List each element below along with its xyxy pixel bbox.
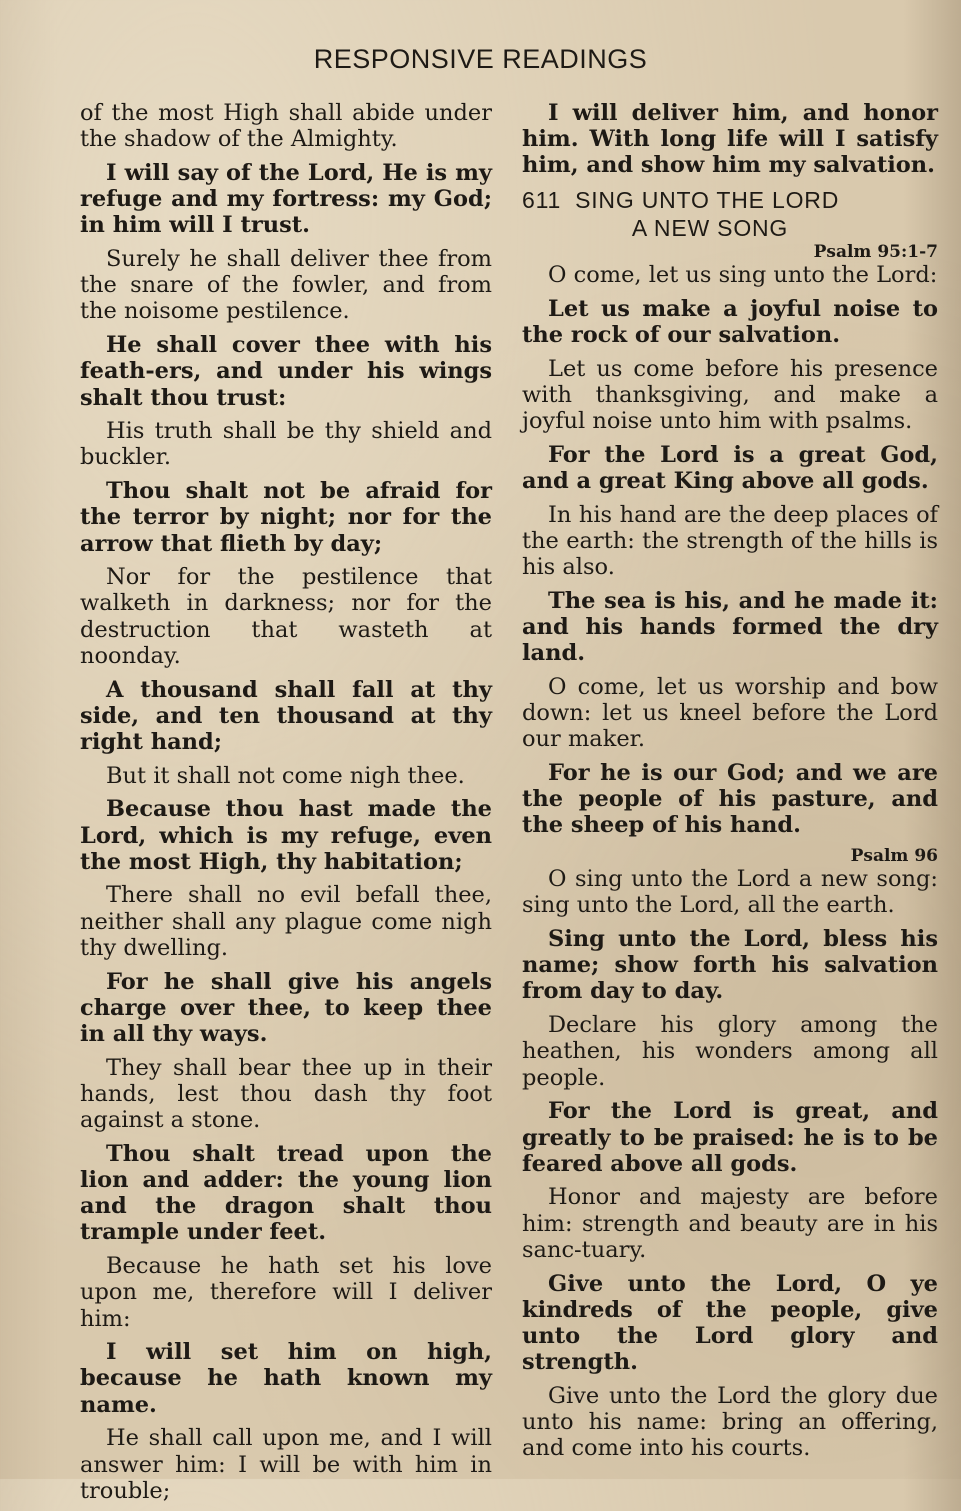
verse-paragraph: Give unto the Lord the glory due unto his name: bring an offering, and come into his courts. [522, 1382, 938, 1462]
verse-paragraph: In his hand are the deep places of the earth: the strength of the hills is his also. [522, 501, 938, 581]
verse-paragraph: Because he hath set his love upon me, therefore will I deliver him: [80, 1253, 492, 1332]
reading-title: SING UNTO THE LORD [575, 187, 840, 214]
reading-number: 611 [522, 187, 562, 214]
reading-subtitle: A NEW SONG [631, 215, 789, 242]
verse-paragraph: of the most High shall abide under the shadow of the Almighty. [80, 100, 492, 153]
verse-paragraph: For he is our God; and we are the people of his pasture, and the sheep of his hand. [522, 760, 938, 839]
verse-paragraph: Nor for the pestilence that walketh in darkness; nor for the destruction that wasteth at noonday. [80, 564, 492, 669]
verse-paragraph: He shall call upon me, and I will answer him: I will be with him in trouble; [80, 1425, 492, 1504]
right-column [522, 100, 938, 1469]
verse-paragraph: But it shall not come nigh thee. [106, 762, 465, 789]
verse-paragraph: O come, let us sing unto the Lord: [548, 262, 938, 289]
verse-paragraph: For he shall give his angels charge over thee, to keep thee in all thy ways. [80, 968, 492, 1047]
verse-paragraph: For the Lord is a great God, and a great King above all gods. [522, 441, 938, 495]
verse-paragraph: I will say of the Lord, He is my refuge and my fortress: my God; in him will I trust. [80, 159, 492, 239]
verse-paragraph: He shall cover thee with his feath-ers, and under his wings shalt thou trust: [80, 332, 492, 411]
verse-paragraph: Thou shalt tread upon the lion and adder: the young lion and the dragon shalt thou trample under feet. [80, 1140, 492, 1246]
verse-paragraph: Thou shalt not be afraid for the terror by night; nor for the arrow that flieth by day; [80, 478, 492, 557]
verse-paragraph: Surely he shall deliver thee from the snare of the fowler, and from the noisome pestilence. [80, 246, 492, 325]
verse-paragraph: Let us come before his presence with thanksgiving, and make a joyful noise unto him with psalms. [522, 355, 938, 435]
verse-paragraph: Sing unto the Lord, bless his name; show forth his salvation from day to day. [522, 926, 938, 1005]
page-title: RESPONSIVE READINGS [313, 44, 648, 74]
verse-paragraph: A thousand shall fall at thy side, and ten thousand at thy right hand; [80, 676, 492, 755]
verse-paragraph: Honor and majesty are before him: strength and beauty are in his sanc-tuary. [522, 1184, 938, 1263]
verse-paragraph: For the Lord is great, and greatly to be praised: he is to be feared above all gods. [522, 1098, 938, 1177]
left-column [80, 100, 492, 1511]
verse-paragraph: Let us make a joyful noise to the rock of our salvation. [522, 295, 938, 349]
verse-paragraph: They shall bear thee up in their hands, lest thou dash thy foot against a stone. [80, 1054, 492, 1134]
verse-paragraph: Give unto the Lord, O ye kindreds of the people, give unto the Lord glory and strength. [522, 1270, 938, 1376]
verse-paragraph: There shall no evil befall thee, neither shall any plague come nigh thy dwelling. [80, 882, 492, 961]
reading-heading [522, 186, 938, 214]
scripture-reference: Psalm 95:1-7 [813, 242, 938, 263]
verse-paragraph: O come, let us worship and bow down: let us kneel before the Lord our maker. [522, 673, 938, 753]
verse-paragraph: His truth shall be thy shield and buckler. [80, 418, 492, 471]
verse-paragraph: O sing unto the Lord a new song: sing unto the Lord, all the earth. [522, 866, 938, 919]
verse-paragraph: The sea is his, and he made it: and his hands formed the dry land. [522, 587, 938, 667]
verse-paragraph: Declare his glory among the heathen, his wonders among all people. [522, 1012, 938, 1091]
verse-paragraph: Because thou hast made the Lord, which is my refuge, even the most High, thy habitation; [80, 796, 492, 875]
scripture-reference: Psalm 96 [850, 846, 938, 867]
verse-paragraph: I will set him on high, because he hath known my name. [80, 1339, 492, 1418]
verse-paragraph: I will deliver him, and honor him. With long life will I satisfy him, and show him my salvation. [522, 100, 938, 179]
